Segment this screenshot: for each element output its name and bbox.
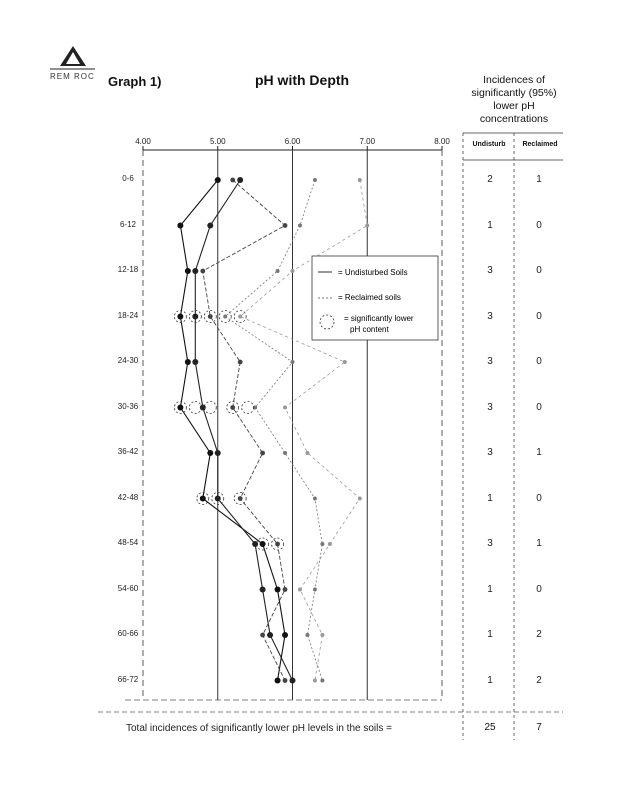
y-tick-label: 36-42 (117, 447, 139, 456)
series-4-point (313, 679, 317, 683)
x-tick-label: 4.00 (135, 137, 151, 146)
undisturbed-count: 1 (487, 492, 493, 504)
logo-icon (50, 46, 95, 69)
series-2-point (230, 405, 235, 410)
reclaimed-count: 0 (536, 310, 542, 322)
y-tick-label: 66-72 (117, 674, 139, 684)
logo-text: REM ROC (50, 72, 95, 81)
legend (312, 256, 438, 340)
series-1-point (215, 496, 221, 502)
series-3-point (313, 178, 317, 182)
series-3-point (305, 633, 309, 637)
x-tick-label: 6.00 (284, 137, 301, 146)
series-0-point (185, 359, 191, 365)
graph-label: Graph 1) (108, 74, 162, 89)
series-3-point (276, 269, 280, 273)
series-0-point (177, 405, 183, 411)
reclaimed-count: 0 (536, 492, 542, 504)
series-4-point (358, 497, 362, 501)
series-1-point (192, 268, 198, 274)
series-0-point (260, 541, 266, 547)
x-tick-label: 5.00 (209, 137, 226, 146)
series-4-point (328, 542, 332, 546)
series-1-point (267, 632, 273, 638)
series-4-point (358, 178, 362, 182)
significant-marker (204, 402, 216, 414)
series-line-0 (180, 180, 285, 681)
series-3-point (298, 224, 302, 228)
series-2-point (275, 542, 280, 547)
series-4-point (365, 224, 369, 228)
series-0-point (200, 496, 206, 502)
reclaimed-count: 2 (536, 629, 542, 640)
y-tick-label: 18-24 (117, 310, 139, 320)
series-2-point (208, 314, 213, 319)
reclaimed-count: 0 (536, 265, 542, 276)
series-2-point (283, 678, 288, 683)
undisturbed-count: 3 (487, 538, 493, 549)
x-tick-label: 7.00 (359, 137, 376, 146)
series-0-point (177, 314, 183, 320)
series-1-point (192, 359, 198, 365)
series-4-point (238, 315, 242, 319)
undisturbed-count: 3 (487, 401, 493, 413)
series-2-point (260, 451, 265, 456)
undisturbed-count: 2 (487, 174, 493, 185)
series-1-point (215, 450, 221, 456)
y-tick-label: 30-36 (117, 401, 139, 411)
series-1-point (290, 678, 296, 684)
reclaimed-count: 1 (536, 174, 542, 185)
series-line-4 (240, 180, 367, 681)
series-3-point (283, 451, 287, 455)
undisturbed-count: 3 (487, 447, 493, 458)
col-undisturbed-header: Undisturb (472, 141, 506, 148)
series-1-point (237, 177, 243, 183)
series-2-point (200, 269, 205, 274)
reclaimed-count: 2 (536, 674, 542, 686)
legend-significant-label: = significantly lower pH content (344, 314, 414, 334)
series-4-point (283, 406, 287, 410)
undisturbed-count: 3 (487, 310, 493, 322)
series-0-point (282, 632, 288, 638)
series-4-point (291, 269, 295, 273)
y-tick-label: 6-12 (119, 219, 136, 229)
reclaimed-count: 1 (536, 538, 542, 549)
series-3-point (320, 679, 324, 683)
series-0-point (275, 678, 281, 684)
y-tick-label: 60-66 (117, 629, 139, 638)
y-tick-label: 42-48 (117, 492, 139, 502)
series-4-point (343, 360, 347, 364)
series-2-point (230, 178, 235, 183)
series-4-point (305, 451, 309, 455)
series-2-point (283, 587, 288, 592)
y-tick-label: 0-6 (122, 174, 134, 183)
series-0-point (185, 268, 191, 274)
series-2-point (283, 223, 288, 228)
legend-reclaimed-label: = Reclaimed soils (338, 293, 401, 302)
reclaimed-count: 0 (536, 583, 542, 595)
undisturbed-count: 3 (487, 265, 493, 276)
series-0-point (275, 587, 281, 593)
total-undisturbed: 25 (484, 722, 496, 733)
significant-marker (189, 402, 201, 414)
series-2-point (238, 496, 243, 501)
series-line-2 (203, 180, 285, 681)
col-reclaimed-header: Reclaimed (522, 141, 558, 148)
reclaimed-count: 0 (536, 356, 542, 367)
series-3-point (320, 542, 324, 546)
total-label: Total incidences of significantly lower pH levels in the soils = (126, 723, 392, 734)
series-2-point (260, 633, 265, 638)
reclaimed-count: 1 (536, 447, 542, 458)
undisturbed-count: 1 (487, 674, 493, 686)
series-3-point (223, 315, 227, 319)
y-tick-label: 54-60 (117, 583, 139, 593)
reclaimed-count: 0 (536, 401, 542, 413)
series-1-point (207, 223, 213, 229)
significant-marker (242, 402, 254, 414)
chart-title: pH with Depth (255, 72, 350, 88)
y-tick-label: 12-18 (117, 265, 139, 274)
x-tick-label: 8.00 (434, 137, 450, 146)
undisturbed-count: 3 (487, 356, 493, 367)
reclaimed-count: 0 (536, 219, 542, 231)
series-4-point (298, 588, 302, 592)
y-tick-label: 24-30 (117, 356, 139, 365)
series-0-point (207, 450, 213, 456)
undisturbed-count: 1 (487, 219, 493, 231)
undisturbed-count: 1 (487, 583, 493, 595)
series-1-point (260, 587, 266, 593)
series-4-point (320, 633, 324, 637)
series-1-point (192, 314, 198, 320)
y-tick-label: 48-54 (117, 538, 139, 547)
series-2-point (238, 360, 243, 365)
legend-undisturbed-label: = Undisturbed Soils (338, 268, 408, 277)
series-0-point (177, 223, 183, 229)
series-3-point (313, 497, 317, 501)
undisturbed-count: 1 (487, 629, 493, 640)
series-0-point (215, 177, 221, 183)
total-reclaimed: 7 (536, 722, 542, 733)
series-3-point (291, 360, 295, 364)
side-table-title: Incidences of significantly (95%) lower pH concentrations (471, 74, 557, 125)
series-3-point (313, 588, 317, 592)
series-line-1 (195, 180, 292, 681)
